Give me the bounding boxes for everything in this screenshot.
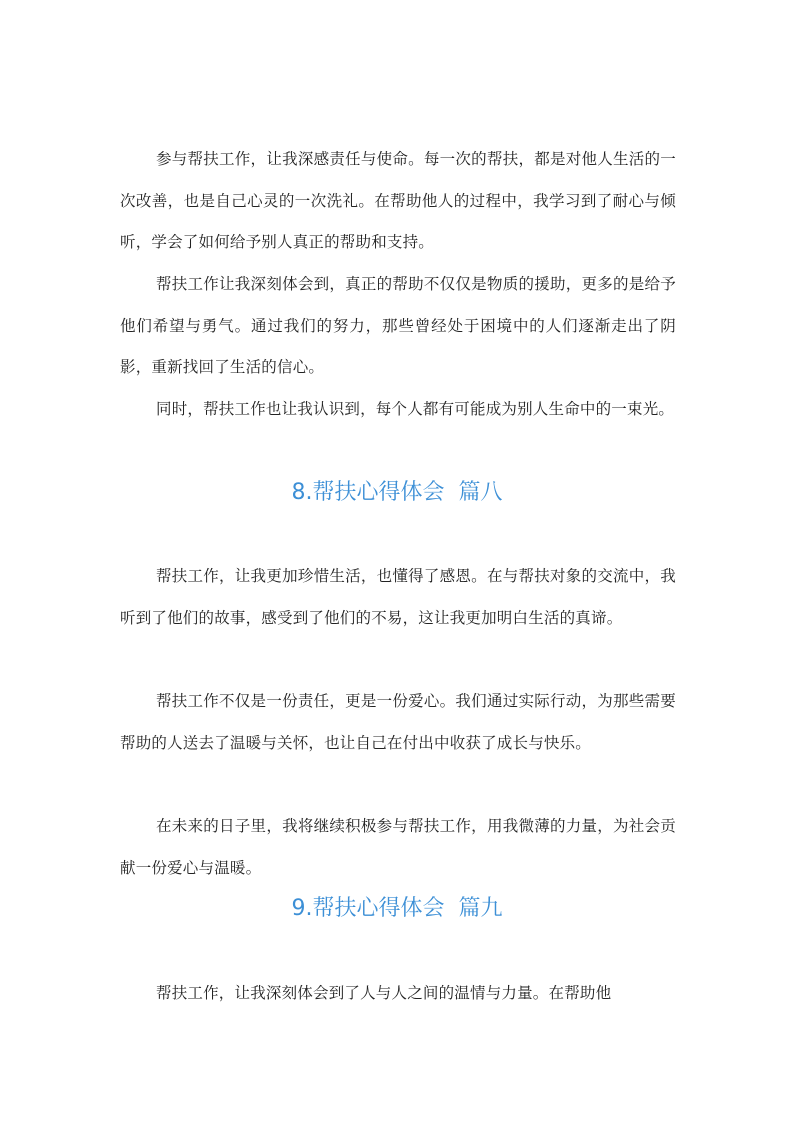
paragraph: 在未来的日子里，我将继续积极参与帮扶工作，用我微薄的力量，为社会贡献一份爱心与温暖。 — [120, 817, 676, 877]
section-heading: 8.帮扶心得体会 篇八 — [291, 480, 503, 505]
paragraph: 同时，帮扶工作也让我认识到，每个人都有可能成为别人生命中的一束光。 — [156, 400, 675, 418]
paragraph: 帮扶工作不仅是一份责任，更是一份爱心。我们通过实际行动，为那些需要帮助的人送去了温暖与关怀，也让自己在付出中收获了成长与快乐。 — [120, 692, 676, 752]
section-heading: 9.帮扶心得体会 篇九 — [291, 896, 503, 921]
paragraph: 帮扶工作，让我深刻体会到了人与人之间的温情与力量。在帮助他 — [156, 984, 612, 1002]
paragraph: 参与帮扶工作，让我深感责任与使命。每一次的帮扶，都是对他人生活的一次改善，也是自己心灵的一次洗礼。在帮助他人的过程中，我学习到了耐心与倾听，学会了如何给予别人真正的帮助和支持。 — [120, 150, 676, 251]
paragraph: 帮扶工作，让我更加珍惜生活，也懂得了感恩。在与帮扶对象的交流中，我听到了他们的故事，感受到了他们的不易，这让我更加明白生活的真谛。 — [120, 567, 676, 627]
paragraph: 帮扶工作让我深刻体会到，真正的帮助不仅仅是物质的援助，更多的是给予他们希望与勇气。通过我们的努力，那些曾经处于困境中的人们逐渐走出了阴影，重新找回了生活的信心。 — [120, 275, 676, 376]
